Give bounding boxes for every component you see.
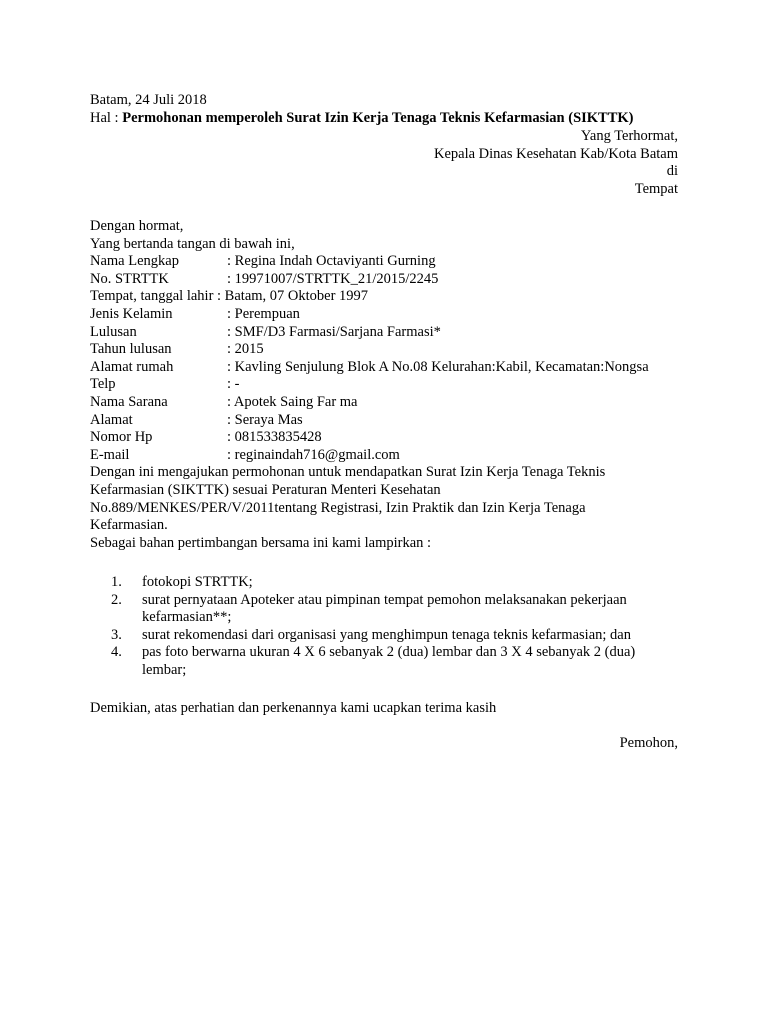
body-line: No.889/MENKES/PER/V/2011tentang Registrasi, Izin Praktik dan Izin Kerja Tenaga	[90, 499, 586, 516]
field-value: : Kavling Senjulung Blok A No.08 Kelurahan:Kabil, Kecamatan:Nongsa	[227, 358, 649, 375]
field-label: Tahun lulusan	[90, 341, 172, 358]
field-value: : 081533835428	[227, 429, 322, 446]
list-line: surat rekomendasi dari organisasi yang menghimpun tenaga teknis kefarmasian; dan	[142, 626, 631, 643]
letter-header	[90, 92, 690, 127]
field-value: : 2015	[227, 341, 264, 358]
field-label: Jenis Kelamin	[90, 305, 173, 322]
field-label: Tempat, tanggal lahir	[90, 288, 214, 305]
recipient-line: Kepala Dinas Kesehatan Kab/Kota Batam	[434, 145, 678, 162]
field-label: E-mail	[90, 446, 130, 463]
list-number: 1.	[111, 574, 122, 590]
field-value: : Regina Indah Octaviyanti Gurning	[227, 253, 436, 270]
subject-prefix: Hal :	[90, 109, 123, 126]
field-label: Nama Lengkap	[90, 253, 179, 270]
list-text	[142, 644, 690, 679]
body-line: Kefarmasian (SIKTTK) sesuai Peraturan Menteri Kesehatan	[90, 481, 441, 498]
list-number: 4.	[111, 644, 122, 661]
body-line: Dengan ini mengajukan permohonan untuk mendapatkan Surat Izin Kerja Tenaga Teknis	[90, 464, 606, 481]
list-line: kefarmasian**;	[142, 609, 232, 626]
list-item	[90, 644, 690, 679]
list-line: pas foto berwarna ukuran 4 X 6 sebanyak 2 (dua) lembar dan 3 X 4 sebanyak 2 (dua)	[142, 644, 636, 661]
list-text	[142, 592, 690, 627]
list-text	[142, 574, 690, 592]
field-label: No. STRTTK	[90, 270, 169, 287]
field-row	[90, 306, 690, 324]
field-label: Telp	[90, 376, 116, 393]
letter-date: Batam, 24 Juli 2018	[90, 92, 207, 108]
field-value: : SMF/D3 Farmasi/Sarjana Farmasi*	[227, 323, 441, 340]
subject-text: Permohonan memperoleh Surat Izin Kerja Tenaga Teknis Kefarmasian (SIKTTK)	[122, 109, 634, 126]
field-label: Lulusan	[90, 323, 137, 340]
greeting: Dengan hormat,	[90, 218, 184, 234]
field-value: : 19971007/STRTTK_21/2015/2245	[227, 270, 439, 287]
list-line: surat pernyataan Apoteker atau pimpinan tempat pemohon melaksanakan pekerjaan	[142, 591, 627, 608]
field-row	[90, 288, 690, 306]
body-line: Sebagai bahan pertimbangan bersama ini kami lampirkan :	[90, 534, 432, 551]
signature-label: Pemohon,	[619, 735, 678, 751]
field-row	[90, 376, 690, 394]
field-row	[90, 253, 690, 271]
recipient-line: di	[666, 163, 678, 180]
field-label: Nomor Hp	[90, 429, 153, 446]
closing-text: Demikian, atas perhatian dan perkenannya kami ucapkan terima kasih	[90, 700, 497, 716]
field-row	[90, 412, 690, 430]
field-label: Nama Sarana	[90, 393, 168, 410]
field-row	[90, 341, 690, 359]
field-row	[90, 359, 690, 377]
list-line: lembar;	[142, 661, 187, 678]
intro: Yang bertanda tangan di bawah ini,	[90, 235, 295, 252]
field-value: : Perempuan	[227, 305, 300, 322]
closing-block	[90, 700, 690, 718]
attachment-list	[90, 574, 690, 680]
field-row	[90, 324, 690, 342]
field-label: Alamat	[90, 411, 133, 428]
field-label: Alamat rumah	[90, 358, 174, 375]
list-item	[90, 574, 690, 592]
letter-subject	[90, 110, 690, 128]
field-value: : reginaindah716@gmail.com	[227, 446, 400, 463]
list-number: 2.	[111, 591, 122, 608]
list-item	[90, 627, 690, 645]
recipient-line: Tempat	[634, 180, 678, 197]
field-value: : Batam, 07 Oktober 1997	[213, 288, 369, 305]
field-value: : -	[227, 376, 240, 393]
body-line: Kefarmasian.	[90, 517, 168, 534]
signature-block	[90, 735, 678, 753]
field-value: : Seraya Mas	[227, 411, 303, 428]
field-row	[90, 271, 690, 289]
field-row	[90, 394, 690, 412]
letter-body	[90, 218, 690, 552]
field-row	[90, 447, 690, 465]
list-item	[90, 592, 690, 627]
field-value: : Apotek Saing Far ma	[227, 393, 358, 410]
field-row	[90, 429, 690, 447]
list-line: fotokopi STRTTK;	[142, 574, 253, 590]
list-number: 3.	[111, 626, 122, 643]
list-text	[142, 627, 690, 645]
recipient-block	[90, 128, 678, 198]
recipient-line: Yang Terhormat,	[580, 128, 678, 144]
